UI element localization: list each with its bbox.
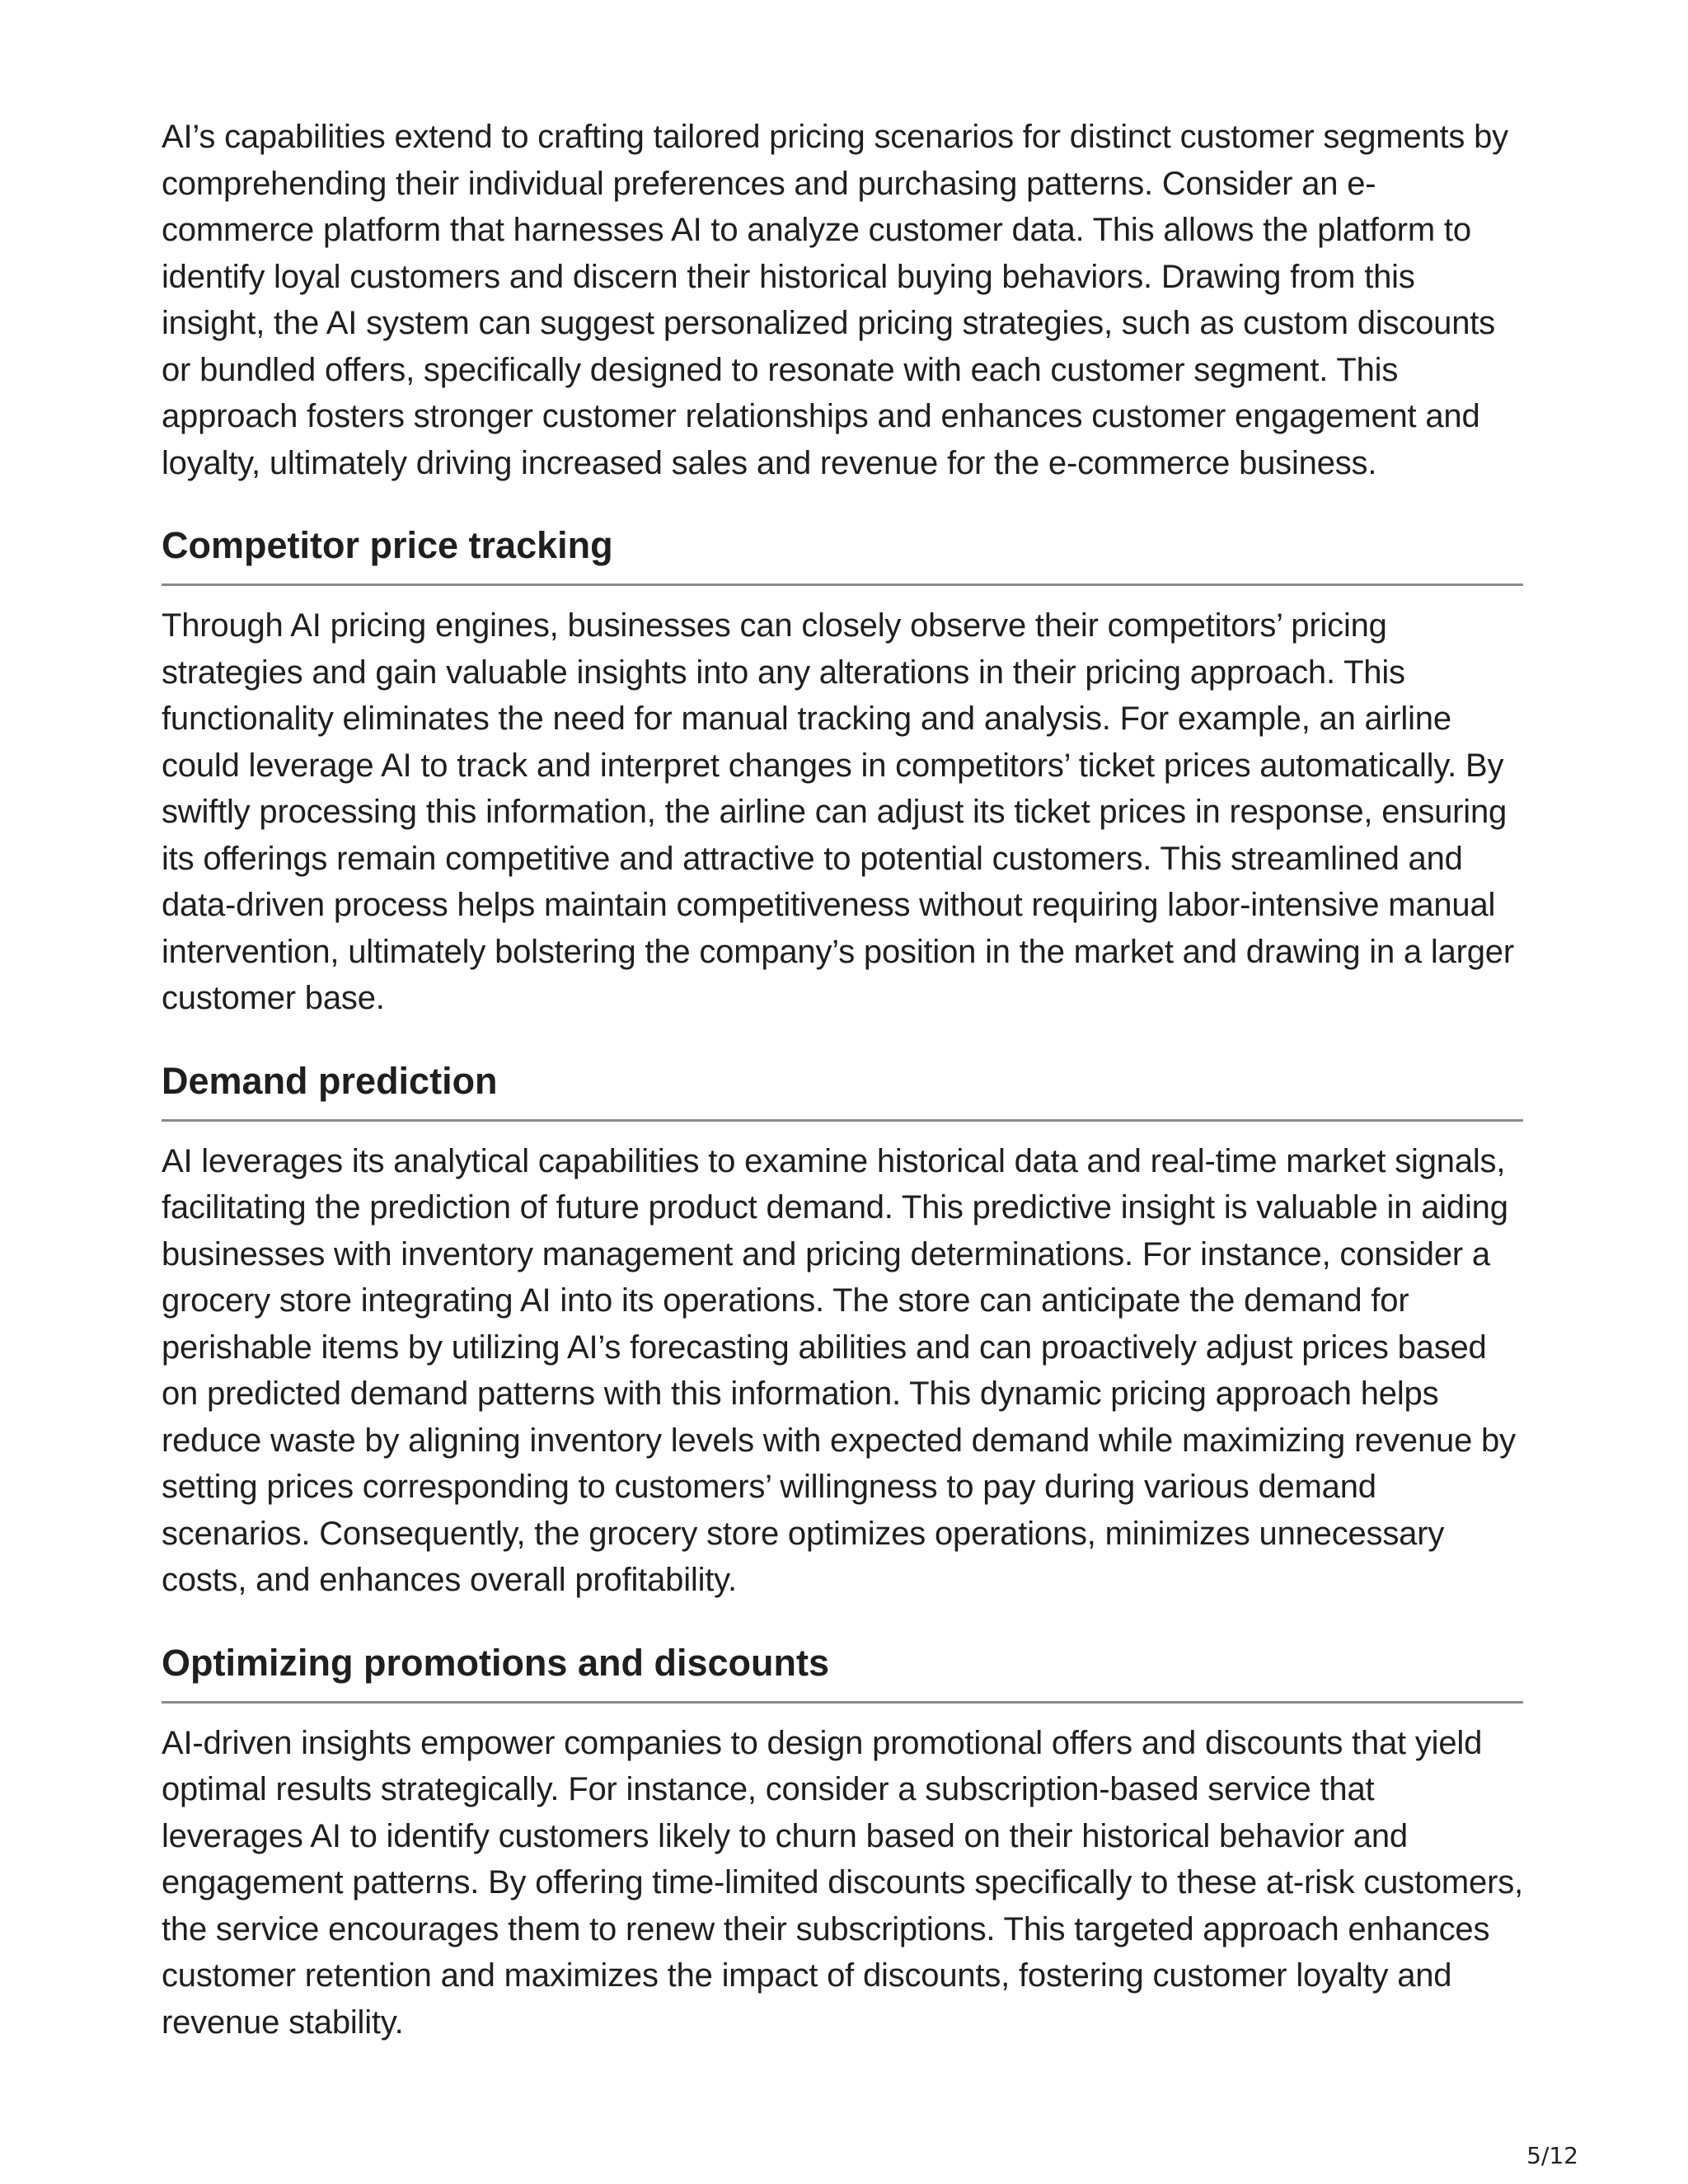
document-page [162, 114, 1523, 2046]
section-heading: Competitor price tracking [162, 524, 613, 566]
section-heading: Demand prediction [162, 1059, 498, 1102]
section-body: AI leverages its analytical capabilities to examine historical data and real-time market signals, facilitating the prediction of future product demand. This predictive insight is valuable in aiding businesses with inventory management and pricing determinations. For instance, consider a grocery store integrating AI into its operations. The store can anticipate the demand for perishable items by utilizing AI’s forecasting abilities and can proactively adjust prices based on predicted demand patterns with this information. This dynamic pricing approach helps reduce waste by aligning inventory levels with expected demand while maximizing revenue by setting prices corresponding to customers’ willingness to pay during various demand scenarios. Consequently, the grocery store optimizes operations, minimizes unnecessary costs, and enhances overall profitability. [162, 1142, 1516, 1598]
section-body: Through AI pricing engines, businesses can closely observe their competitors’ pricing strategies and gain valuable insights into any alterations in their pricing approach. This functionality eliminates the need for manual tracking and analysis. For example, an airline could leverage AI to track and interpret changes in competitors’ ticket prices automatically. By swiftly processing this information, the airline can adjust its ticket prices in response, ensuring its offerings remain competitive and attractive to potential customers. This streamlined and data-driven process helps maintain competitiveness without requiring labor-intensive manual intervention, ultimately bolstering the company’s position in the market and drawing in a larger customer base. [162, 607, 1514, 1016]
intro-paragraph: AI’s capabilities extend to crafting tailored pricing scenarios for distinct customer segments by comprehending their individual preferences and purchasing patterns. Consider an e-commerce platform that harnesses AI to analyze customer data. This allows the platform to identify loyal customers and discern their historical buying behaviors. Drawing from this insight, the AI system can suggest personalized pricing strategies, such as custom discounts or bundled offers, specifically designed to resonate with each customer segment. This approach fosters stronger customer relationships and enhances customer engagement and loyalty, ultimately driving increased sales and revenue for the e-commerce business. [162, 119, 1508, 481]
heading-divider [162, 1119, 1523, 1122]
section-body: AI-driven insights empower companies to design promotional offers and discounts that yield optimal results strategically. For instance, consider a subscription-based service that leverages AI to identify customers likely to churn based on their historical behavior and engagement patterns. By offering time-limited discounts specifically to these at-risk customers, the service encourages them to renew their subscriptions. This targeted approach enhances customer retention and maximizes the impact of discounts, fostering customer loyalty and revenue stability. [162, 1724, 1523, 2041]
section-competitor-price-tracking [162, 523, 1523, 1022]
section-optimizing-promotions [162, 1640, 1523, 2046]
section-demand-prediction [162, 1058, 1523, 1604]
page-number: 5/12 [1526, 2142, 1578, 2169]
heading-divider [162, 583, 1523, 586]
section-heading: Optimizing promotions and discounts [162, 1641, 829, 1684]
heading-divider [162, 1701, 1523, 1704]
